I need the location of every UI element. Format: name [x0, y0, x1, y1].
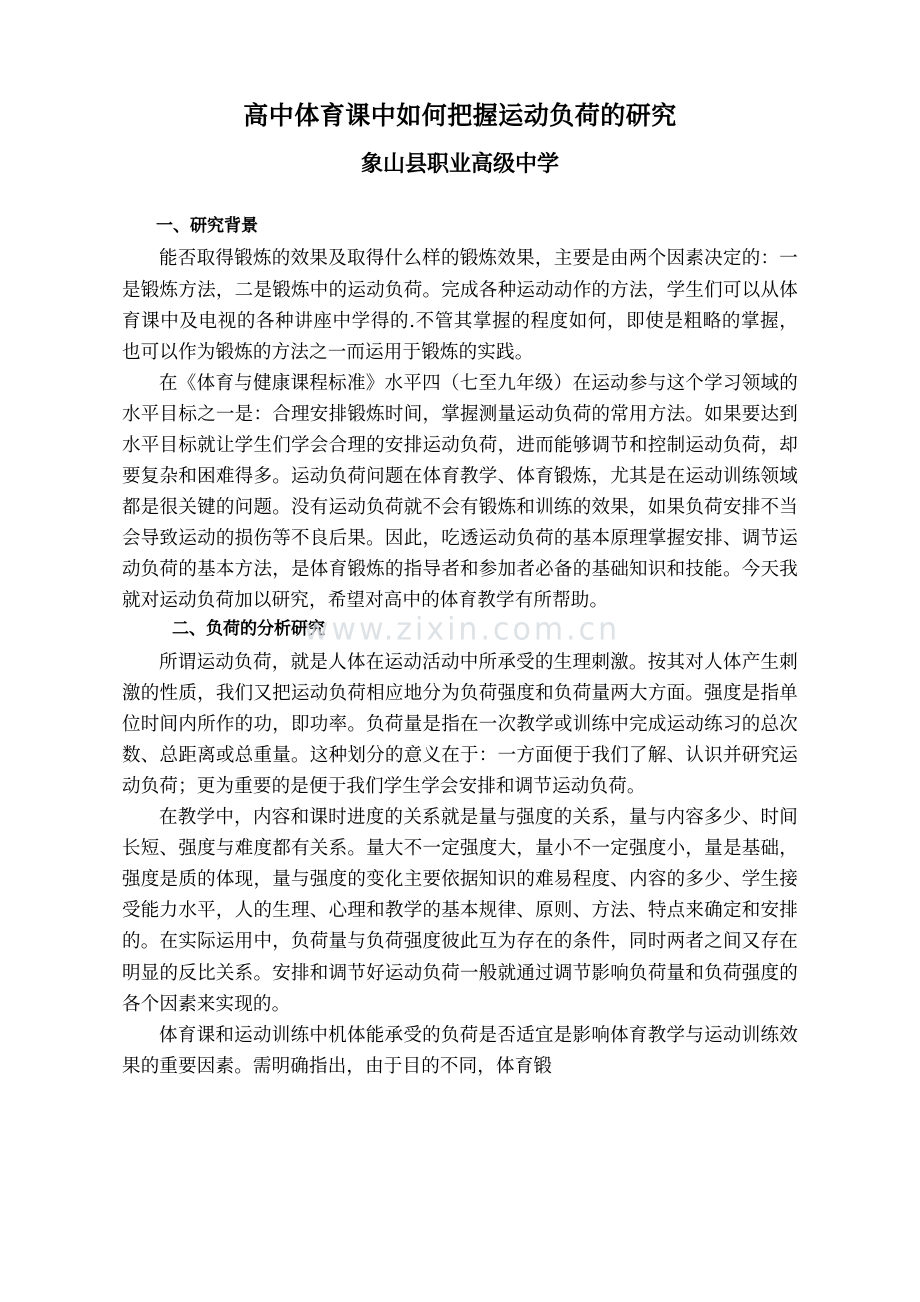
paragraph: 能否取得锻炼的效果及取得什么样的锻炼效果，主要是由两个因素决定的：一是锻炼方法，二是锻炼中的运动负荷。完成各种运动动作的方法，学生们可以从体育课中及电视的各种讲座中学得的.不管其掌握的程度如何，即使是粗略的掌握，也可以作为锻炼的方法之一而运用于锻炼的实践。 — [122, 248, 798, 363]
page-subtitle: 象山县职业高级中学 — [360, 151, 559, 177]
paragraph: 所谓运动负荷，就是人体在运动活动中所承受的生理刺激。按其对人体产生刺激的性质，我们又把运动负荷相应地分为负荷强度和负荷量两大方面。强度是指单位时间内所作的功，即功率。负荷量是指在一次教学或训练中完成运动练习的总次数、总距离或总重量。这种划分的意义在于：一方面便于我们了解、认识并研究运动负荷；更为重要的是便于我们学生学会安排和调节运动负荷。 — [122, 651, 798, 798]
watermark-text: www.zixin.com.cn — [303, 611, 621, 648]
paragraph: 在教学中，内容和课时进度的关系就是量与强度的关系，量与内容多少、时间长短、强度与难度都有关系。量大不一定强度大，量小不一定强度小，量是基础，强度是质的体现，量与强度的变化主要依据知识的难易程度、内容的多少、学生接受能力水平，人的生理、心理和教学的基本规律、原则、方法、特点来确定和安排的。在实际运用中，负荷量与负荷强度彼此互为存在的条件，同时两者之间又存在明显的反比关系。安排和调节好运动负荷一般就通过调节影响负荷量和负荷强度的各个因素来实现的。 — [122, 807, 798, 1015]
page-title: 高中体育课中如何把握运动负荷的研究 — [243, 101, 677, 130]
section-heading-1: 一、研究背景 — [156, 216, 258, 237]
paragraph: 体育课和运动训练中机体能承受的负荷是否适宜是影响体育教学与运动训练效果的重要因素。需明确指出，由于目的不同，体育锻 — [122, 1024, 798, 1077]
document-body — [122, 100, 798, 1082]
section-heading-2: 二、负荷的分析研究 — [172, 619, 325, 640]
paragraph: 在《体育与健康课程标准》水平四（七至九年级）在运动参与这个学习领域的水平目标之一是：合理安排锻炼时间，掌握测量运动负荷的常用方法。如果要达到水平目标就让学生们学会合理的安排运动负荷，进而能够调节和控制运动负荷，却要复杂和困难得多。运动负荷问题在体育教学、体育锻炼，尤其是在运动训练领域都是很关键的问题。没有运动负荷就不会有锻炼和训练的效果，如果负荷安排不当会导致运动的损伤等不良后果。因此，吃透运动负荷的基本原理掌握安排、调节运动负荷的基本方法，是体育锻炼的指导者和参加者必备的基础知识和技能。今天我就对运动负荷加以研究，希望对高中的体育教学有所帮助。 — [122, 372, 798, 612]
